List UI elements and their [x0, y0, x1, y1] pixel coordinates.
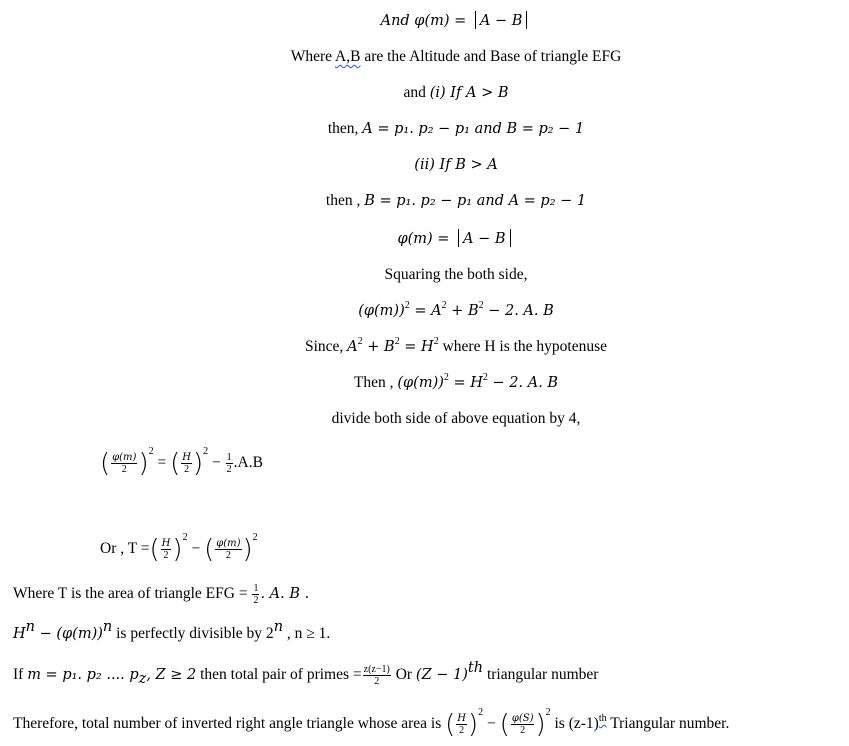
text-if: If: [13, 666, 28, 684]
text-divide: divide both side of above equation by 4,: [331, 410, 581, 427]
text-then: then,: [327, 120, 363, 137]
var-b: B: [494, 231, 506, 247]
expr-b-a: B = p₁. p₂ − p₁ and A = p₂ − 1: [364, 193, 587, 209]
abs-bar-right: [526, 11, 527, 29]
exponent-n: n: [25, 619, 35, 635]
text-since: Since,: [304, 338, 348, 355]
line-prime-pairs: [13, 660, 599, 688]
phi-m: φ(m) =: [414, 13, 471, 29]
fraction-phi-s-over-2: [511, 713, 535, 736]
line-where-ab: [0, 47, 849, 67]
fraction-h-over-2: [181, 452, 192, 475]
expr-z-minus-1: (Z − 1): [415, 667, 468, 684]
superscript-th: th: [598, 713, 607, 725]
condition-b-gt-a: (ii) If B > A: [414, 157, 498, 173]
equals-sign: =: [157, 454, 167, 472]
text-altitude-base: are the Altitude and Base of triangle EFG: [360, 48, 622, 65]
expr-m: m = p₁. p₂ .... p: [27, 667, 139, 684]
line-case-i: [0, 83, 849, 103]
line-squared-equation: [0, 301, 849, 321]
minus-sign: −: [490, 13, 512, 29]
fraction-one-half: [226, 452, 233, 475]
minus-sign: −: [473, 231, 495, 247]
minus-sign: −: [191, 540, 201, 558]
text-then: Then ,: [353, 374, 398, 391]
text-hypotenuse: where H is the hypotenuse: [438, 338, 608, 355]
fraction-z-pairs: [363, 664, 391, 687]
text-or-t: Or , T =: [100, 540, 150, 558]
term-h: = H: [448, 375, 483, 391]
exponent: 2: [404, 300, 410, 311]
text-then: then ,: [325, 192, 365, 209]
line-since-pythagoras: Since, $A^2 + B^2 = H^2$ where H is the hypotenuse: [304, 336, 608, 355]
exponent-n: n: [102, 619, 113, 635]
text-triangular: triangular number: [483, 666, 599, 684]
denominator: 2: [184, 464, 190, 475]
numerator: H: [182, 452, 191, 463]
abs-bar-left: [475, 11, 476, 29]
denominator: 2: [121, 464, 127, 475]
numerator: H: [161, 538, 171, 549]
line-divisibility: [13, 619, 331, 644]
text-total-pairs: then total pair of primes =: [196, 666, 362, 684]
var-b: B: [511, 13, 523, 29]
line-squaring: [0, 265, 849, 285]
denominator: 2: [163, 550, 169, 561]
term-2ab: − 2. A. B: [483, 303, 554, 319]
line-phi-abs: [0, 229, 849, 249]
exponent-n: n: [273, 619, 284, 635]
line-case-ii: [0, 155, 849, 175]
text-squaring: Squaring the both side,: [384, 266, 528, 283]
denominator: 2: [374, 676, 380, 687]
numerator: H: [457, 713, 466, 724]
text-therefore: Therefore, total number of inverted right angle triangle whose area is: [13, 715, 446, 733]
condition-a-gt-b: (i) If A > B: [429, 85, 509, 101]
exponent: 2: [478, 300, 484, 311]
text-and: And: [380, 13, 415, 29]
expr-a-b: A = p₁. p₂ − p₁ and B = p₂ − 1: [362, 121, 585, 137]
text-where: Where: [290, 48, 336, 65]
text-or: Or: [391, 666, 416, 684]
var-a: A: [463, 231, 474, 247]
numerator: φ(m): [112, 452, 137, 463]
term-b: + B: [362, 339, 395, 355]
exponent: 2: [441, 300, 447, 311]
text-n-condition: , n ≥ 1.: [283, 625, 331, 642]
term-b: + B: [446, 303, 479, 319]
fraction-phi-over-2: [215, 538, 241, 561]
minus-sign: −: [483, 715, 500, 733]
numerator: φ(m): [216, 538, 241, 549]
term-h: H: [13, 626, 26, 642]
line-divide: [0, 409, 849, 429]
line-quarter-equation: ( $\frac{\varphi(m)}{2}$ )$^2$ = ( $\frac{H}{2}$ )$^2$ − $\frac{1}{2}$ .A.B: [100, 446, 263, 479]
line-area-t: [13, 583, 309, 606]
text-is-z-1: is (z-1): [550, 715, 599, 733]
spellcheck-ab: A,B: [335, 48, 361, 65]
text-ab: .A.B: [233, 454, 263, 472]
var-a: A: [479, 13, 491, 29]
subscript-z: z: [138, 671, 147, 688]
fraction-one-half: [252, 583, 259, 606]
line-then-b: [0, 191, 849, 211]
denominator: 2: [520, 725, 526, 736]
numerator: z(z−1): [363, 664, 390, 675]
text-and: and: [403, 84, 430, 101]
line-then-a: [0, 119, 849, 139]
line-or-t: Or , T =( $\frac{H}{2}$ )$^2$ − ( $\frac{\varphi(m)}{2}$ )$^2$: [100, 532, 258, 565]
fraction-h-over-2: [161, 538, 172, 561]
numerator: 1: [226, 452, 232, 463]
phi-m: φ(m) =: [397, 231, 455, 247]
term-a: A: [347, 339, 358, 355]
abs-bar-right: [510, 229, 511, 247]
abs-bar-left: [458, 229, 459, 247]
term-h: = H: [399, 339, 434, 355]
minus-sign: −: [212, 454, 221, 472]
term-phi: − (φ(m)): [35, 626, 103, 642]
denominator: 2: [225, 550, 231, 561]
text-where-t: Where T is the area of triangle EFG =: [13, 585, 252, 603]
expr-z-condition: , Z ≥ 2: [146, 667, 197, 684]
line-then-equation: Then , $(\varphi(m))^2 = H^2 - 2$. A. B: [353, 372, 559, 391]
denominator: 2: [226, 464, 232, 475]
term-a: = A: [409, 303, 442, 319]
text-divisible: is perfectly divisible by 2: [112, 625, 274, 642]
term-2ab: − 2. A. B: [487, 375, 559, 391]
lhs-phi: (φ(m)): [397, 375, 444, 391]
fraction-phi-over-2: [111, 452, 137, 475]
numerator: 1: [253, 583, 259, 594]
denominator: 2: [253, 595, 259, 606]
line-conclusion: Therefore, total number of inverted right angle triangle whose area is ( $\frac{H}{2}$ )$^2$ − ( $\frac{\varphi(S)}{2}$ )$^2$ is $(z-1)^{th}$ Triangular number.: [13, 707, 730, 740]
fraction-h-over-2: [456, 713, 467, 736]
text-triangular-number: Triangular number.: [606, 715, 730, 733]
denominator: 2: [459, 725, 465, 736]
line-phi-definition: [0, 11, 849, 31]
superscript-th: th: [467, 660, 484, 677]
lhs-phi: (φ(m)): [358, 303, 405, 319]
text-ab: . A. B .: [260, 586, 310, 603]
numerator: φ(S): [511, 713, 534, 724]
